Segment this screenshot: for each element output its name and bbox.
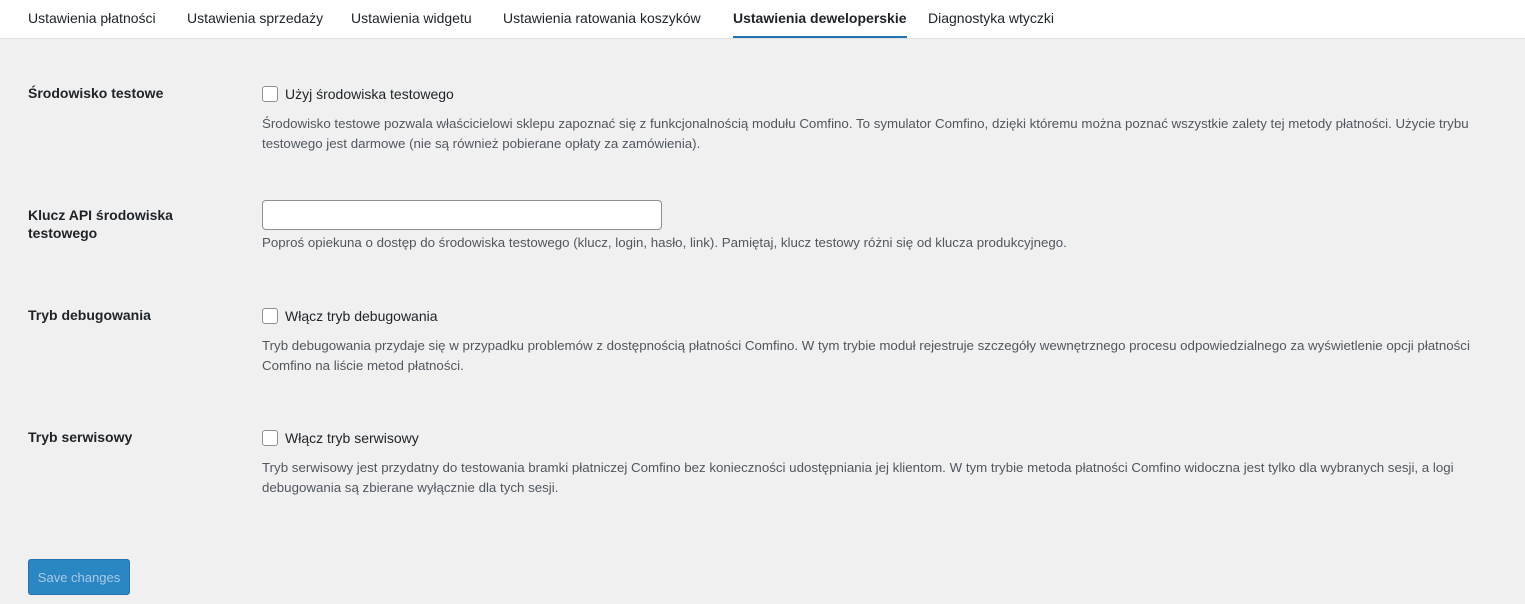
setting-description: Środowisko testowe pozwala właścicielowi sklepu zapoznać się z funkcjonalnością modułu Comfino. To symulator Comfino, dzięki któremu można poznać wszystkie zalety tej metody płatności. Użycie trybu testowego jest darmowe (nie są również pobierane opłaty za zamówienia). — [262, 116, 1469, 151]
setting-description: Tryb serwisowy jest przydatny do testowania bramki płatniczej Comfino bez konieczności udostępniania jej klientom. W tym trybie metoda płatności Comfino widoczna jest tylko dla wybranych sesji, a logi debugowania są zbierane wyłącznie dla tych sesji. — [262, 460, 1454, 495]
tab-plugin-diagnostics[interactable]: Diagnostyka wtyczki — [928, 10, 1055, 26]
checkbox-row — [262, 306, 1520, 326]
tab-widget-settings[interactable]: Ustawienia widgetu — [351, 10, 472, 26]
setting-label: Tryb debugowania — [28, 307, 151, 323]
checkbox-row — [262, 84, 1520, 104]
setting-label: Tryb serwisowy — [28, 429, 133, 445]
setting-description: Poproś opiekuna o dostęp do środowiska testowego (klucz, login, hasło, link). Pamiętaj, klucz testowy różni się od klucza produkcyjnego. — [262, 235, 1067, 250]
setting-label: Klucz API środowiska testowego — [28, 207, 173, 241]
setting-field — [262, 84, 1520, 154]
checkbox-label[interactable]: Włącz tryb debugowania — [285, 308, 438, 324]
setting-field — [262, 200, 1520, 253]
setting-label: Środowisko testowe — [28, 85, 164, 101]
checkbox-label[interactable]: Użyj środowiska testowego — [285, 86, 454, 102]
tab-payment-settings[interactable]: Ustawienia płatności — [28, 10, 156, 26]
test-api-key-input[interactable] — [262, 200, 662, 230]
tab-bar — [0, 0, 1525, 39]
setting-field — [262, 428, 1520, 498]
checkbox-row — [262, 428, 1520, 448]
setting-field — [262, 306, 1520, 376]
tab-sales-settings[interactable]: Ustawienia sprzedaży — [187, 10, 324, 26]
service-mode-checkbox[interactable] — [262, 430, 278, 446]
tab-cart-recovery-settings[interactable]: Ustawienia ratowania koszyków — [503, 10, 701, 26]
setting-description: Tryb debugowania przydaje się w przypadku problemów z dostępnością płatności Comfino. W tym trybie moduł rejestruje szczegóły wewnętrznego procesu odpowiedzialnego za wyświetlenie opcji płatności Comfino na liście metod płatności. — [262, 338, 1470, 373]
test-environment-checkbox[interactable] — [262, 86, 278, 102]
debug-mode-checkbox[interactable] — [262, 308, 278, 324]
checkbox-label[interactable]: Włącz tryb serwisowy — [285, 430, 419, 446]
tab-developer-settings[interactable]: Ustawienia deweloperskie — [733, 0, 907, 38]
save-changes-button[interactable]: Save changes — [28, 559, 130, 595]
